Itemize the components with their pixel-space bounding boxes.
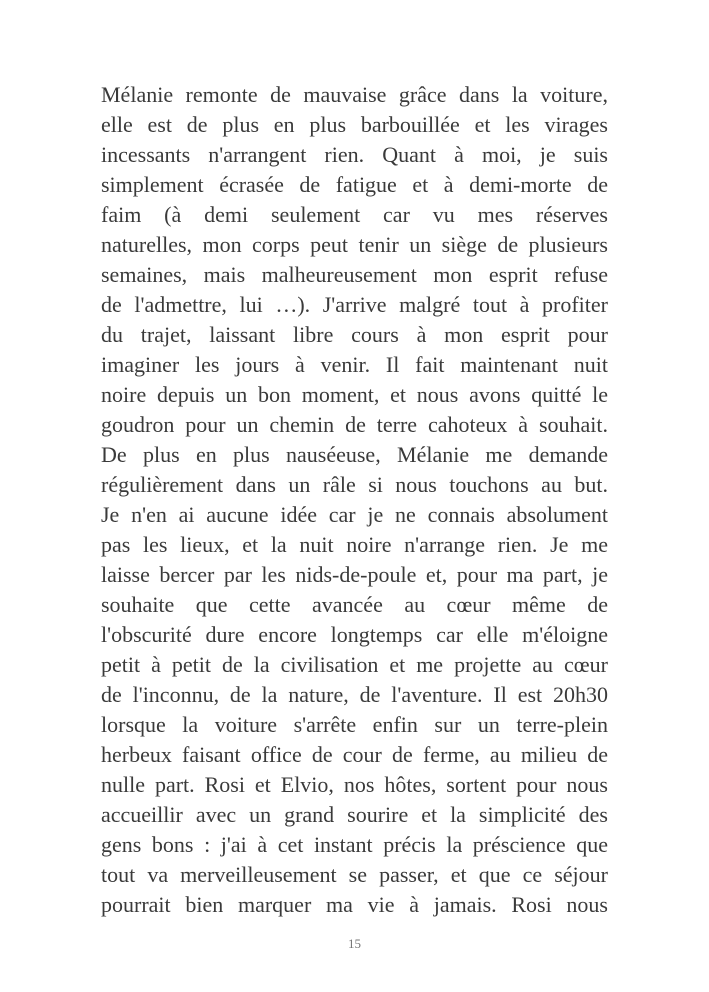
text-line: imaginer les jours à venir. Il fait maintenant nuit <box>101 352 608 377</box>
text-line: faim (à demi seulement car vu mes réserves <box>101 202 608 227</box>
text-line: Je n'en ai aucune idée car je ne connais absolument <box>101 502 608 527</box>
text-line: simplement écrasée de fatigue et à demi-morte de <box>101 172 608 197</box>
text-line: noire depuis un bon moment, et nous avons quitté le <box>101 382 608 407</box>
text-line: de l'admettre, lui …). J'arrive malgré tout à profiter <box>101 292 608 317</box>
text-line: souhaite que cette avancée au cœur même de <box>101 592 608 617</box>
text-line: accueillir avec un grand sourire et la simplicité des <box>101 802 608 827</box>
text-line: pas les lieux, et la nuit noire n'arrange rien. Je me <box>101 532 608 557</box>
text-line: goudron pour un chemin de terre cahoteux à souhait. <box>101 412 608 437</box>
text-line: naturelles, mon corps peut tenir un siège de plusieurs <box>101 232 608 257</box>
page-number: 15 <box>348 936 361 951</box>
text-line: nulle part. Rosi et Elvio, nos hôtes, sortent pour nous <box>101 772 608 797</box>
text-line: petit à petit de la civilisation et me projette au cœur <box>101 652 608 677</box>
text-line: pourrait bien marquer ma vie à jamais. Rosi nous <box>101 892 608 917</box>
text-line: gens bons : j'ai à cet instant précis la préscience que <box>101 832 608 857</box>
text-line: De plus en plus nauséeuse, Mélanie me demande <box>101 442 608 467</box>
text-line: l'obscurité dure encore longtemps car elle m'éloigne <box>101 622 608 647</box>
text-line: tout va merveilleusement se passer, et que ce séjour <box>101 862 608 887</box>
body-text <box>101 80 608 920</box>
text-line: herbeux faisant office de cour de ferme, au milieu de <box>101 742 608 767</box>
text-line: régulièrement dans un râle si nous touchons au but. <box>101 472 608 497</box>
text-line: incessants n'arrangent rien. Quant à moi, je suis <box>101 142 608 167</box>
text-line: Mélanie remonte de mauvaise grâce dans la voiture, <box>101 82 608 107</box>
text-line: lorsque la voiture s'arrête enfin sur un terre-plein <box>101 712 608 737</box>
text-line: semaines, mais malheureusement mon esprit refuse <box>101 262 608 287</box>
text-line: elle est de plus en plus barbouillée et les virages <box>101 112 608 137</box>
text-line: laisse bercer par les nids-de-poule et, pour ma part, je <box>101 562 608 587</box>
text-line: de l'inconnu, de la nature, de l'aventure. Il est 20h30 <box>101 682 608 707</box>
text-line: du trajet, laissant libre cours à mon esprit pour <box>101 322 608 347</box>
